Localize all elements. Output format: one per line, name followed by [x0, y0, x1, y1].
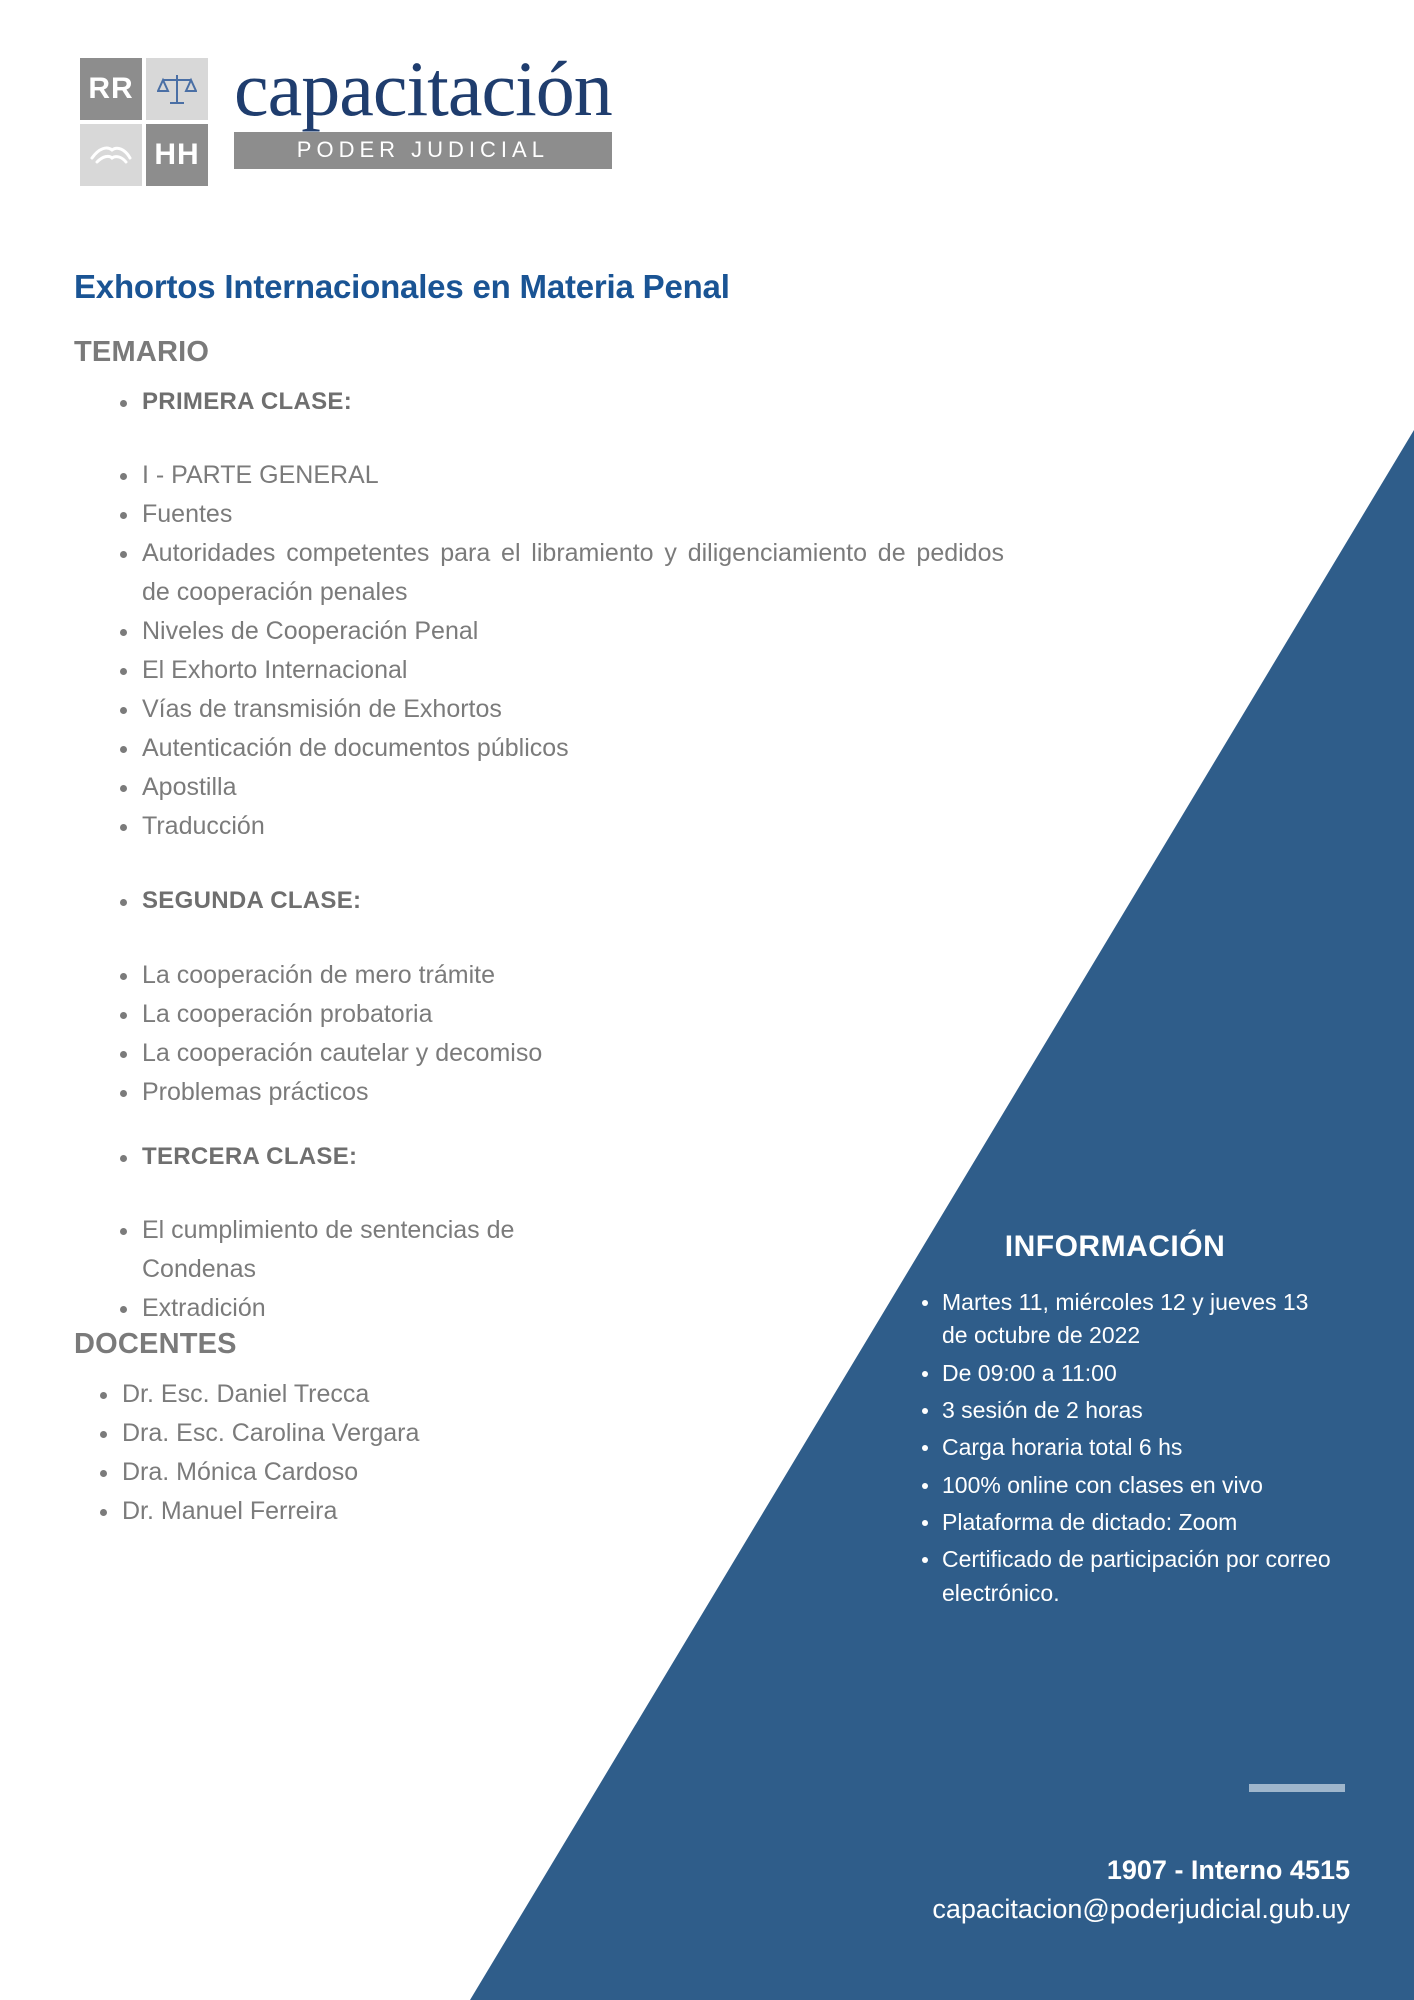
list-item: Apostilla	[120, 768, 1194, 807]
list-item: Extradición	[120, 1289, 1194, 1328]
temario-heading: TEMARIO	[74, 336, 210, 368]
list-item: Dra. Mónica Cardoso	[100, 1453, 1194, 1492]
primera-clase-label-list	[74, 383, 1194, 420]
list-item: Niveles de Cooperación Penal	[120, 612, 1194, 651]
list-item: La cooperación cautelar y decomiso	[120, 1034, 1194, 1073]
list-item: Certificado de participación por correo electrónico.	[922, 1543, 1340, 1610]
docentes-heading: DOCENTES	[74, 1328, 237, 1361]
information-heading: INFORMACIÓN	[1004, 1230, 1226, 1263]
segunda-clase-items	[74, 956, 1194, 1112]
list-item: 3 sesión de 2 horas	[922, 1394, 1340, 1427]
list-item: De 09:00 a 11:00	[922, 1357, 1340, 1390]
list-item: Carga horaria total 6 hs	[922, 1431, 1340, 1464]
handshake-icon	[80, 124, 142, 186]
primera-clase-label: PRIMERA CLASE:	[120, 383, 1194, 420]
list-item: Dr. Esc. Daniel Trecca	[100, 1375, 1194, 1414]
page-title: Exhortos Internacionales en Materia Penal	[74, 268, 730, 305]
list-item: Dr. Manuel Ferreira	[100, 1492, 1194, 1531]
list-item: Martes 11, miércoles 12 y jueves 13 de octubre de 2022	[922, 1286, 1340, 1353]
list-item: 100% online con clases en vivo	[922, 1469, 1340, 1502]
contact-block	[640, 1855, 1350, 1925]
list-item: Fuentes	[120, 495, 1194, 534]
list-item: Autenticación de documentos públicos	[120, 729, 1194, 768]
balance-scale-icon	[146, 58, 208, 120]
spacer	[74, 920, 1194, 956]
brand-block	[234, 45, 612, 169]
spacer	[74, 846, 1194, 882]
list-item: La cooperación de mero trámite	[120, 956, 1194, 995]
list-item: El cumplimiento de sentencias de Condenas	[120, 1211, 1194, 1289]
list-item: Traducción	[120, 807, 1194, 846]
list-item: El Exhorto Internacional	[120, 651, 1194, 690]
logo-hh-cell: HH	[146, 124, 208, 186]
spacer	[74, 420, 1194, 456]
list-item: Autoridades competentes para el libramiento y diligenciamiento de pedidos de cooperación penales	[120, 534, 1194, 612]
brand-subtitle: PODER JUDICIAL	[234, 132, 612, 169]
list-item: Plataforma de dictado: Zoom	[922, 1506, 1340, 1539]
list-item: Dra. Esc. Carolina Vergara	[100, 1414, 1194, 1453]
header-logo	[80, 45, 612, 186]
divider	[1249, 1784, 1345, 1792]
logo-rr-cell: RR	[80, 58, 142, 120]
tercera-clase-label: TERCERA CLASE:	[120, 1138, 1194, 1175]
list-item: I - PARTE GENERAL	[120, 456, 1194, 495]
brand-title: capacitación	[234, 45, 612, 132]
tercera-clase-label-list	[74, 1138, 1194, 1175]
primera-clase-items	[74, 456, 1194, 846]
segunda-clase-label: SEGUNDA CLASE:	[120, 882, 1194, 919]
list-item: La cooperación probatoria	[120, 995, 1194, 1034]
spacer	[74, 1112, 1194, 1138]
contact-email[interactable]: capacitacion@poderjudicial.gub.uy	[932, 1894, 1350, 1924]
list-item: Problemas prácticos	[120, 1073, 1194, 1112]
spacer	[74, 1175, 1194, 1211]
segunda-clase-label-list	[74, 882, 1194, 919]
information-panel	[890, 1230, 1340, 1614]
list-item: Vías de transmisión de Exhortos	[120, 690, 1194, 729]
logo-grid	[80, 58, 208, 186]
contact-phone: 1907 - Interno 4515	[1106, 1855, 1350, 1885]
information-list	[890, 1286, 1340, 1610]
